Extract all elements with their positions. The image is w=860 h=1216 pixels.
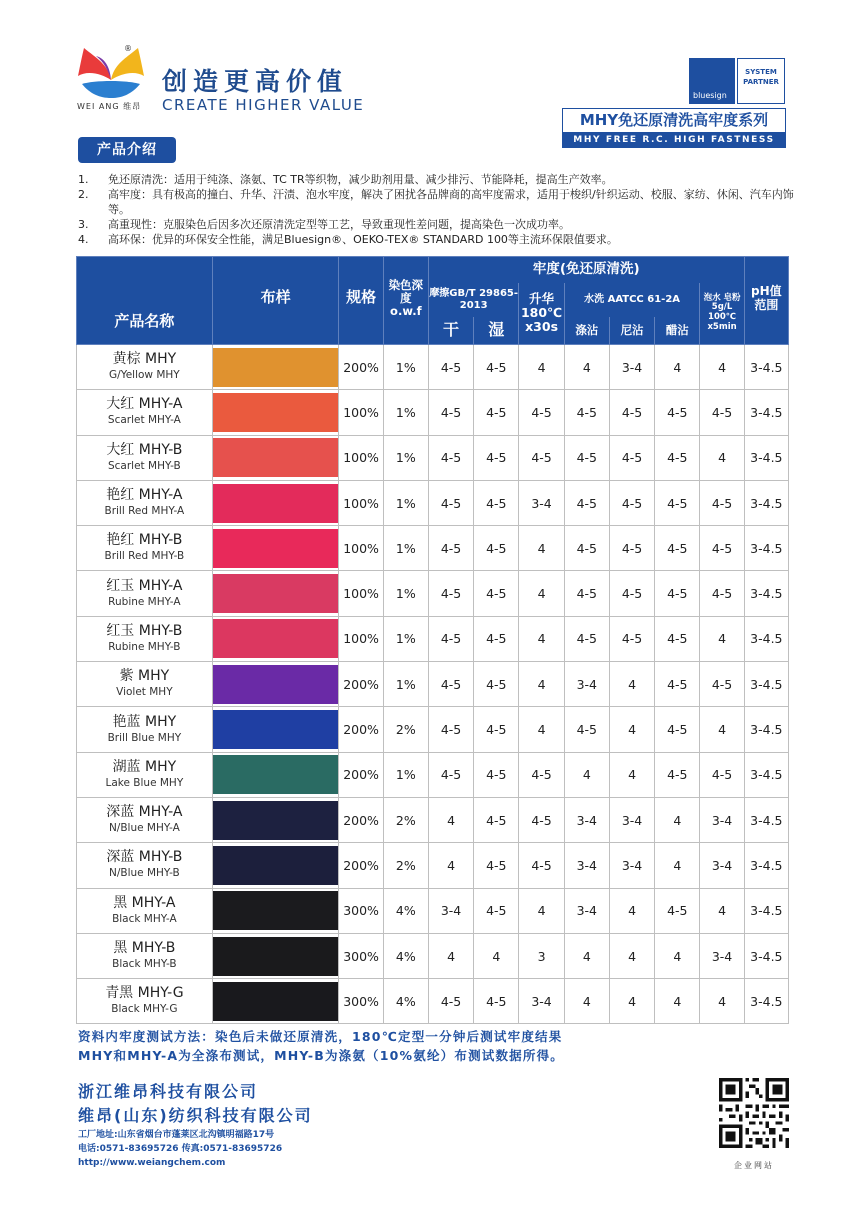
wash-nylon-cell: 4 bbox=[609, 707, 654, 752]
intro-list bbox=[78, 172, 798, 247]
fabric-swatch bbox=[213, 710, 339, 749]
spec-cell: 200% bbox=[339, 797, 383, 842]
ph-cell: 3-4.5 bbox=[744, 435, 788, 480]
swatch-cell bbox=[212, 526, 339, 571]
swatch-cell bbox=[212, 797, 339, 842]
sublimation-cell: 4 bbox=[519, 616, 564, 661]
sublimation-cell: 3-4 bbox=[519, 480, 564, 525]
fabric-swatch bbox=[213, 846, 339, 885]
bluesign-label: bluesign bbox=[693, 91, 727, 100]
wash-nylon-cell: 4-5 bbox=[609, 526, 654, 571]
wash-polyester-cell: 3-4 bbox=[564, 797, 609, 842]
wash-polyester-cell: 4 bbox=[564, 933, 609, 978]
product-name-chinese: 黑 MHY-B bbox=[113, 940, 176, 956]
product-name-cell bbox=[77, 888, 213, 933]
depth-cell: 4% bbox=[383, 888, 428, 933]
depth-cell: 1% bbox=[383, 345, 428, 390]
product-name-cell bbox=[77, 707, 213, 752]
intro-item bbox=[78, 232, 798, 247]
wash-acetate-cell: 4 bbox=[655, 933, 700, 978]
wash-acetate-cell: 4-5 bbox=[655, 752, 700, 797]
product-name-chinese: 艳红 MHY-B bbox=[106, 532, 183, 549]
swatch-cell bbox=[212, 752, 339, 797]
table-row bbox=[77, 345, 789, 390]
intro-item-number: 2. bbox=[78, 188, 89, 201]
rub-wet-cell: 4-5 bbox=[474, 526, 519, 571]
product-name-english: N/Blue MHY-B bbox=[109, 867, 180, 880]
rub-dry-cell: 4 bbox=[428, 797, 473, 842]
rub-dry-cell: 4-5 bbox=[428, 571, 473, 616]
product-name-english: Black MHY-B bbox=[112, 958, 177, 970]
sublimation-cell: 4 bbox=[519, 526, 564, 571]
page-header bbox=[0, 0, 860, 150]
product-name-chinese: 深蓝 MHY-B bbox=[106, 849, 183, 866]
rub-dry-cell: 4 bbox=[428, 843, 473, 888]
product-name-cell bbox=[77, 979, 213, 1024]
product-name-english: Scarlet MHY-B bbox=[107, 459, 181, 472]
contact-phone: 电话:0571-83695726 传真:0571-83695726 bbox=[78, 1144, 283, 1154]
fabric-swatch bbox=[213, 438, 339, 477]
company-name-zhejiang: 浙江维昂科技有限公司 bbox=[78, 1082, 259, 1101]
depth-cell: 1% bbox=[383, 571, 428, 616]
partner-line-1: SYSTEM bbox=[745, 68, 777, 76]
rub-wet-cell: 4-5 bbox=[474, 616, 519, 661]
rub-dry-cell: 4-5 bbox=[428, 752, 473, 797]
wash-nylon-cell: 4-5 bbox=[609, 435, 654, 480]
bluesign-badge bbox=[689, 58, 735, 104]
ph-cell: 3-4.5 bbox=[744, 571, 788, 616]
rub-wet-cell: 4-5 bbox=[474, 797, 519, 842]
table-row bbox=[77, 526, 789, 571]
wash-nylon-cell: 3-4 bbox=[609, 797, 654, 842]
header-wash-nylon: 尼沾 bbox=[609, 317, 654, 345]
soaking-cell: 3-4 bbox=[700, 843, 744, 888]
intro-item bbox=[78, 172, 798, 187]
table-row bbox=[77, 707, 789, 752]
fabric-swatch bbox=[213, 891, 339, 930]
qr-label: 企业网站 bbox=[734, 1161, 774, 1170]
rub-dry-cell: 4-5 bbox=[428, 616, 473, 661]
ph-cell: 3-4.5 bbox=[744, 616, 788, 661]
spec-cell: 100% bbox=[339, 435, 383, 480]
depth-cell: 1% bbox=[383, 480, 428, 525]
header-fastness: 牢度(免还原清洗) bbox=[428, 257, 744, 283]
product-name-cell bbox=[77, 345, 213, 390]
swatch-cell bbox=[212, 435, 339, 480]
wash-polyester-cell: 3-4 bbox=[564, 843, 609, 888]
rub-dry-cell: 4-5 bbox=[428, 662, 473, 707]
slogan-english: CREATE HIGHER VALUE bbox=[162, 96, 365, 114]
product-name-chinese: 黑 MHY-A bbox=[113, 894, 176, 911]
rub-dry-cell: 4-5 bbox=[428, 480, 473, 525]
wash-polyester-cell: 4-5 bbox=[564, 435, 609, 480]
table-row bbox=[77, 390, 789, 435]
test-method-line-1: 资料内牢度测试方法：染色后未做还原清洗，180℃定型一分钟后测试牢度结果 bbox=[78, 1029, 563, 1044]
intro-item-number: 4. bbox=[78, 233, 89, 246]
sublimation-cell: 3-4 bbox=[519, 979, 564, 1024]
product-name-english: Brill Red MHY-A bbox=[104, 505, 185, 518]
product-name-english: Rubine MHY-A bbox=[108, 595, 181, 608]
wash-nylon-cell: 4-5 bbox=[609, 480, 654, 525]
swatch-cell bbox=[212, 933, 339, 978]
fabric-swatch bbox=[213, 937, 339, 976]
wash-nylon-cell: 4-5 bbox=[609, 616, 654, 661]
product-name-cell bbox=[77, 480, 213, 525]
rub-dry-cell: 4-5 bbox=[428, 526, 473, 571]
rub-wet-cell: 4-5 bbox=[474, 707, 519, 752]
spec-cell: 100% bbox=[339, 390, 383, 435]
system-partner-badge bbox=[737, 58, 785, 104]
intro-item-text: 免还原清洗：适用于纯涤、涤氨、TC TR等织物，减少助剂用量、减少排污、节能降耗，提高生产效率。 bbox=[108, 173, 613, 186]
product-name-chinese: 大红 MHY-A bbox=[106, 396, 183, 413]
weiang-logo-icon bbox=[74, 40, 148, 100]
wash-polyester-cell: 4-5 bbox=[564, 390, 609, 435]
intro-item bbox=[78, 187, 798, 217]
ph-cell: 3-4.5 bbox=[744, 526, 788, 571]
wash-acetate-cell: 4-5 bbox=[655, 707, 700, 752]
ph-cell: 3-4.5 bbox=[744, 752, 788, 797]
wash-polyester-cell: 4-5 bbox=[564, 707, 609, 752]
wash-acetate-cell: 4-5 bbox=[655, 480, 700, 525]
depth-cell: 1% bbox=[383, 616, 428, 661]
table-body bbox=[77, 345, 789, 1024]
header-product-name: 产品名称 bbox=[77, 257, 213, 345]
soaking-cell: 4 bbox=[700, 616, 744, 661]
intro-item-number: 3. bbox=[78, 218, 89, 231]
intro-item bbox=[78, 217, 798, 232]
series-title-chinese: MHY免还原清洗高牢度系列 bbox=[562, 108, 786, 132]
sublimation-cell: 4 bbox=[519, 571, 564, 616]
header-spec: 规格 bbox=[339, 257, 383, 345]
depth-cell: 1% bbox=[383, 526, 428, 571]
product-name-cell bbox=[77, 843, 213, 888]
intro-heading: 产品介绍 bbox=[78, 137, 176, 163]
ph-cell: 3-4.5 bbox=[744, 797, 788, 842]
soaking-cell: 4 bbox=[700, 345, 744, 390]
wash-polyester-cell: 3-4 bbox=[564, 662, 609, 707]
ph-cell: 3-4.5 bbox=[744, 662, 788, 707]
spec-cell: 100% bbox=[339, 616, 383, 661]
product-name-cell bbox=[77, 752, 213, 797]
depth-cell: 4% bbox=[383, 979, 428, 1024]
product-name-chinese: 湖蓝 MHY bbox=[112, 758, 177, 775]
rub-wet-cell: 4-5 bbox=[474, 752, 519, 797]
product-name-cell bbox=[77, 526, 213, 571]
rub-dry-cell: 4-5 bbox=[428, 390, 473, 435]
wash-acetate-cell: 4-5 bbox=[655, 616, 700, 661]
header-wash-polyester: 涤沾 bbox=[564, 317, 609, 345]
depth-cell: 1% bbox=[383, 662, 428, 707]
rub-wet-cell: 4-5 bbox=[474, 571, 519, 616]
swatch-cell bbox=[212, 390, 339, 435]
wash-nylon-cell: 4-5 bbox=[609, 571, 654, 616]
registered-mark: ® bbox=[124, 44, 132, 53]
wash-nylon-cell: 4-5 bbox=[609, 390, 654, 435]
spec-cell: 300% bbox=[339, 979, 383, 1024]
product-name-cell bbox=[77, 933, 213, 978]
wash-nylon-cell: 3-4 bbox=[609, 843, 654, 888]
ph-cell: 3-4.5 bbox=[744, 707, 788, 752]
soaking-cell: 4 bbox=[700, 435, 744, 480]
spec-cell: 100% bbox=[339, 571, 383, 616]
header-soaking: 泡水 皂粉 5g/L 100℃ x5min bbox=[700, 283, 744, 345]
sublimation-cell: 4 bbox=[519, 707, 564, 752]
soaking-cell: 4-5 bbox=[700, 480, 744, 525]
soaking-cell: 4-5 bbox=[700, 571, 744, 616]
rub-wet-cell: 4-5 bbox=[474, 345, 519, 390]
product-name-chinese: 紫 MHY bbox=[119, 668, 170, 685]
product-name-english: Brill Red MHY-B bbox=[104, 550, 185, 563]
product-name-english: Violet MHY bbox=[116, 686, 173, 699]
fabric-swatch bbox=[213, 801, 339, 840]
wash-acetate-cell: 4-5 bbox=[655, 571, 700, 616]
sublimation-cell: 4 bbox=[519, 662, 564, 707]
soaking-cell: 4-5 bbox=[700, 390, 744, 435]
rub-dry-cell: 3-4 bbox=[428, 888, 473, 933]
product-name-english: Lake Blue MHY bbox=[105, 776, 184, 789]
intro-item-text: 高重现性：克服染色后因多次还原清洗定型等工艺，导致重现性差问题，提高染色一次成功率。 bbox=[108, 218, 570, 231]
product-name-chinese: 青黑 MHY-G bbox=[105, 985, 184, 1002]
spec-cell: 300% bbox=[339, 933, 383, 978]
rub-wet-cell: 4-5 bbox=[474, 979, 519, 1024]
sublimation-cell: 3 bbox=[519, 933, 564, 978]
depth-cell: 1% bbox=[383, 435, 428, 480]
spec-cell: 300% bbox=[339, 888, 383, 933]
sublimation-cell: 4-5 bbox=[519, 752, 564, 797]
spec-cell: 200% bbox=[339, 345, 383, 390]
header-washing: 水洗 AATCC 61-2A bbox=[564, 283, 700, 317]
product-name-chinese: 大红 MHY-B bbox=[106, 441, 183, 458]
header-ph: pH值 范围 bbox=[744, 257, 788, 345]
soaking-cell: 4-5 bbox=[700, 526, 744, 571]
product-name-chinese: 深蓝 MHY-A bbox=[106, 804, 183, 821]
soaking-cell: 4 bbox=[700, 888, 744, 933]
series-banner bbox=[562, 108, 786, 148]
table-row bbox=[77, 616, 789, 661]
wash-nylon-cell: 4 bbox=[609, 888, 654, 933]
fabric-swatch bbox=[213, 665, 339, 704]
product-name-english: Scarlet MHY-A bbox=[107, 414, 181, 427]
depth-cell: 1% bbox=[383, 390, 428, 435]
product-name-english: N/Blue MHY-A bbox=[108, 822, 180, 835]
table-row bbox=[77, 662, 789, 707]
product-name-cell bbox=[77, 616, 213, 661]
fabric-swatch bbox=[213, 755, 339, 794]
intro-item-number: 1. bbox=[78, 173, 89, 186]
soaking-cell: 4 bbox=[700, 979, 744, 1024]
wash-acetate-cell: 4-5 bbox=[655, 526, 700, 571]
product-name-english: Black MHY-G bbox=[111, 1003, 178, 1016]
fabric-swatch bbox=[213, 982, 339, 1021]
rub-wet-cell: 4 bbox=[474, 933, 519, 978]
ph-cell: 3-4.5 bbox=[744, 933, 788, 978]
depth-cell: 1% bbox=[383, 752, 428, 797]
table-row bbox=[77, 752, 789, 797]
fabric-swatch bbox=[213, 529, 339, 568]
fabric-swatch bbox=[213, 393, 339, 432]
ph-cell: 3-4.5 bbox=[744, 345, 788, 390]
spec-cell: 100% bbox=[339, 526, 383, 571]
wash-acetate-cell: 4 bbox=[655, 843, 700, 888]
wash-polyester-cell: 4-5 bbox=[564, 526, 609, 571]
logo-subtitle: WEI ANG 维昂 bbox=[77, 102, 142, 111]
swatch-cell bbox=[212, 843, 339, 888]
rub-dry-cell: 4-5 bbox=[428, 979, 473, 1024]
rub-dry-cell: 4-5 bbox=[428, 707, 473, 752]
rub-dry-cell: 4-5 bbox=[428, 345, 473, 390]
table-row bbox=[77, 979, 789, 1024]
table-row bbox=[77, 888, 789, 933]
wash-nylon-cell: 4 bbox=[609, 662, 654, 707]
soaking-cell: 3-4 bbox=[700, 797, 744, 842]
ph-cell: 3-4.5 bbox=[744, 480, 788, 525]
soaking-cell: 4 bbox=[700, 707, 744, 752]
sublimation-cell: 4 bbox=[519, 345, 564, 390]
sublimation-cell: 4-5 bbox=[519, 843, 564, 888]
wash-polyester-cell: 4 bbox=[564, 752, 609, 797]
depth-cell: 2% bbox=[383, 797, 428, 842]
fabric-swatch bbox=[213, 619, 339, 658]
spec-cell: 200% bbox=[339, 662, 383, 707]
rub-wet-cell: 4-5 bbox=[474, 480, 519, 525]
website-link[interactable]: http://www.weiangchem.com bbox=[78, 1158, 226, 1168]
rub-wet-cell: 4-5 bbox=[474, 662, 519, 707]
series-title-english: MHY FREE R.C. HIGH FASTNESS bbox=[562, 132, 786, 148]
rub-dry-cell: 4-5 bbox=[428, 435, 473, 480]
spec-cell: 200% bbox=[339, 707, 383, 752]
sublimation-cell: 4 bbox=[519, 888, 564, 933]
table-row bbox=[77, 480, 789, 525]
ph-cell: 3-4.5 bbox=[744, 390, 788, 435]
ph-cell: 3-4.5 bbox=[744, 888, 788, 933]
swatch-cell bbox=[212, 707, 339, 752]
wash-nylon-cell: 3-4 bbox=[609, 345, 654, 390]
wash-nylon-cell: 4 bbox=[609, 933, 654, 978]
rub-wet-cell: 4-5 bbox=[474, 435, 519, 480]
spec-cell: 200% bbox=[339, 752, 383, 797]
table-row bbox=[77, 797, 789, 842]
table-row bbox=[77, 435, 789, 480]
fabric-swatch bbox=[213, 484, 339, 523]
table-row bbox=[77, 571, 789, 616]
swatch-cell bbox=[212, 345, 339, 390]
partner-line-2: PARTNER bbox=[743, 78, 779, 86]
rub-wet-cell: 4-5 bbox=[474, 390, 519, 435]
swatch-cell bbox=[212, 616, 339, 661]
wash-acetate-cell: 4-5 bbox=[655, 662, 700, 707]
swatch-cell bbox=[212, 979, 339, 1024]
ph-cell: 3-4.5 bbox=[744, 979, 788, 1024]
header-swatch: 布样 bbox=[212, 257, 339, 345]
table-row bbox=[77, 843, 789, 888]
rub-wet-cell: 4-5 bbox=[474, 843, 519, 888]
wash-polyester-cell: 4-5 bbox=[564, 571, 609, 616]
table-row bbox=[77, 933, 789, 978]
product-name-cell bbox=[77, 797, 213, 842]
depth-cell: 2% bbox=[383, 843, 428, 888]
soaking-cell: 4-5 bbox=[700, 662, 744, 707]
wash-acetate-cell: 4-5 bbox=[655, 435, 700, 480]
wash-nylon-cell: 4 bbox=[609, 752, 654, 797]
wash-acetate-cell: 4 bbox=[655, 979, 700, 1024]
product-name-english: Rubine MHY-B bbox=[108, 640, 181, 653]
wash-acetate-cell: 4-5 bbox=[655, 888, 700, 933]
wash-acetate-cell: 4 bbox=[655, 345, 700, 390]
wash-polyester-cell: 4 bbox=[564, 345, 609, 390]
fastness-table bbox=[76, 256, 789, 1024]
product-name-cell bbox=[77, 571, 213, 616]
soaking-cell: 3-4 bbox=[700, 933, 744, 978]
swatch-cell bbox=[212, 480, 339, 525]
product-name-chinese: 红玉 MHY-B bbox=[106, 622, 183, 639]
depth-cell: 2% bbox=[383, 707, 428, 752]
sublimation-cell: 4-5 bbox=[519, 797, 564, 842]
intro-item-text: 高环保：优异的环保安全性能，满足Bluesign®、OEKO-TEX® STANDARD 100等主流环保限值要求。 bbox=[108, 233, 618, 246]
product-name-chinese: 黄棕 MHY bbox=[112, 351, 177, 368]
spec-cell: 100% bbox=[339, 480, 383, 525]
test-method-line-2: MHY和MHY-A为全涤布测试，MHY-B为涤氨（10%氨纶）布测试数据所得。 bbox=[78, 1048, 564, 1063]
swatch-cell bbox=[212, 662, 339, 707]
qr-code-icon[interactable] bbox=[719, 1078, 789, 1148]
header-wash-acetate: 醋沾 bbox=[655, 317, 700, 345]
product-name-english: Black MHY-A bbox=[112, 912, 177, 925]
company-name-shandong: 维昂(山东)纺织科技有限公司 bbox=[78, 1106, 313, 1125]
product-name-cell bbox=[77, 662, 213, 707]
sublimation-cell: 4-5 bbox=[519, 435, 564, 480]
product-name-cell bbox=[77, 435, 213, 480]
wash-acetate-cell: 4-5 bbox=[655, 390, 700, 435]
fabric-swatch bbox=[213, 574, 339, 613]
header-depth: 染色深度 o.w.f bbox=[383, 257, 428, 345]
header-sublimation: 升华 180℃ x30s bbox=[519, 283, 564, 345]
test-method-note bbox=[78, 1027, 798, 1065]
product-name-cell bbox=[77, 390, 213, 435]
header-rub-wet: 湿 bbox=[474, 317, 519, 345]
swatch-cell bbox=[212, 571, 339, 616]
product-name-english: G/Yellow MHY bbox=[109, 369, 180, 382]
soaking-cell: 4-5 bbox=[700, 752, 744, 797]
spec-cell: 200% bbox=[339, 843, 383, 888]
swatch-cell bbox=[212, 888, 339, 933]
product-name-english: Brill Blue MHY bbox=[107, 731, 182, 744]
fabric-swatch bbox=[213, 348, 339, 387]
wash-polyester-cell: 3-4 bbox=[564, 888, 609, 933]
depth-cell: 4% bbox=[383, 933, 428, 978]
header-rub-dry: 干 bbox=[428, 317, 473, 345]
header-rubbing: 摩擦GB/T 29865-2013 bbox=[428, 283, 519, 317]
product-name-chinese: 艳红 MHY-A bbox=[106, 487, 183, 504]
wash-acetate-cell: 4 bbox=[655, 797, 700, 842]
factory-address: 工厂地址:山东省烟台市蓬莱区北沟镇明福路17号 bbox=[78, 1130, 275, 1140]
product-name-chinese: 红玉 MHY-A bbox=[106, 577, 183, 594]
ph-cell: 3-4.5 bbox=[744, 843, 788, 888]
wash-nylon-cell: 4 bbox=[609, 979, 654, 1024]
sublimation-cell: 4-5 bbox=[519, 390, 564, 435]
rub-wet-cell: 4-5 bbox=[474, 888, 519, 933]
slogan-chinese: 创造更高价值 bbox=[162, 67, 349, 96]
wash-polyester-cell: 4 bbox=[564, 979, 609, 1024]
rub-dry-cell: 4 bbox=[428, 933, 473, 978]
wash-polyester-cell: 4-5 bbox=[564, 480, 609, 525]
product-name-chinese: 艳蓝 MHY bbox=[112, 713, 177, 730]
intro-item-text: 高牢度：具有极高的撞白、升华、汗渍、泡水牢度，解决了困扰各品牌商的高牢度需求，适用于梭织/针织运动、校服、家纺、休闲、汽车内饰等。 bbox=[108, 188, 794, 216]
wash-polyester-cell: 4-5 bbox=[564, 616, 609, 661]
